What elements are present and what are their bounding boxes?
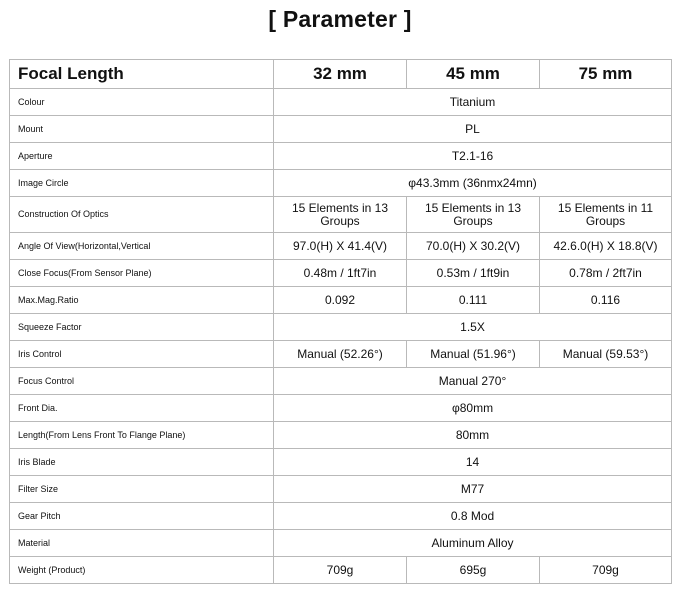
row-value-32mm: 0.092 — [274, 287, 407, 314]
row-label: Close Focus(From Sensor Plane) — [10, 260, 274, 287]
row-label: Mount — [10, 116, 274, 143]
row-value-45mm: 15 Elements in 13 Groups — [407, 197, 540, 233]
table-row-filter-size — [10, 476, 672, 503]
table-row-colour — [10, 89, 672, 116]
table-row-angle-of-view — [10, 233, 672, 260]
row-label: Gear Pitch — [10, 503, 274, 530]
row-value-32mm: 0.48m / 1ft7in — [274, 260, 407, 287]
model-header-32mm: 32 mm — [274, 60, 407, 89]
page-title: [ Parameter ] — [268, 6, 412, 32]
model-header-75mm: 75 mm — [540, 60, 672, 89]
row-label: Colour — [10, 89, 274, 116]
table-row-max-mag-ratio — [10, 287, 672, 314]
row-value-32mm: 15 Elements in 13 Groups — [274, 197, 407, 233]
row-value-32mm: Manual (52.26°) — [274, 341, 407, 368]
table-header-row — [10, 60, 672, 89]
row-label: Filter Size — [10, 476, 274, 503]
table-row-material — [10, 530, 672, 557]
row-value-shared: T2.1-16 — [274, 143, 672, 170]
row-label: Aperture — [10, 143, 274, 170]
table-row-focus-control — [10, 368, 672, 395]
row-value-75mm: 709g — [540, 557, 672, 584]
table-row-front-dia — [10, 395, 672, 422]
row-label: Iris Blade — [10, 449, 274, 476]
row-value-32mm: 709g — [274, 557, 407, 584]
row-label: Weight (Product) — [10, 557, 274, 584]
row-label: Material — [10, 530, 274, 557]
row-value-45mm: 695g — [407, 557, 540, 584]
row-value-32mm: 97.0(H) X 41.4(V) — [274, 233, 407, 260]
table-row-mount — [10, 116, 672, 143]
table-row-iris-blade — [10, 449, 672, 476]
row-value-45mm: 0.53m / 1ft9in — [407, 260, 540, 287]
row-value-shared: PL — [274, 116, 672, 143]
row-value-shared: 80mm — [274, 422, 672, 449]
row-value-45mm: 70.0(H) X 30.2(V) — [407, 233, 540, 260]
table-row-iris-control — [10, 341, 672, 368]
row-value-75mm: 0.116 — [540, 287, 672, 314]
row-value-shared: 14 — [274, 449, 672, 476]
row-value-shared: 1.5X — [274, 314, 672, 341]
parameter-table — [9, 59, 672, 584]
row-value-shared: φ80mm — [274, 395, 672, 422]
focal-length-header: Focal Length — [10, 60, 274, 89]
table-row-aperture — [10, 143, 672, 170]
row-value-shared: 0.8 Mod — [274, 503, 672, 530]
row-value-45mm: Manual (51.96°) — [407, 341, 540, 368]
row-label: Squeeze Factor — [10, 314, 274, 341]
row-value-75mm: 0.78m / 2ft7in — [540, 260, 672, 287]
row-label: Construction Of Optics — [10, 197, 274, 233]
row-label: Image Circle — [10, 170, 274, 197]
row-value-45mm: 0.111 — [407, 287, 540, 314]
row-value-shared: Titanium — [274, 89, 672, 116]
row-label: Max.Mag.Ratio — [10, 287, 274, 314]
model-header-45mm: 45 mm — [407, 60, 540, 89]
row-label: Length(From Lens Front To Flange Plane) — [10, 422, 274, 449]
row-value-shared: Manual 270° — [274, 368, 672, 395]
table-row-weight — [10, 557, 672, 584]
row-value-shared: φ43.3mm (36nmx24mn) — [274, 170, 672, 197]
row-value-shared: M77 — [274, 476, 672, 503]
table-row-length — [10, 422, 672, 449]
table-row-image-circle — [10, 170, 672, 197]
row-label: Iris Control — [10, 341, 274, 368]
row-value-75mm: 42.6.0(H) X 18.8(V) — [540, 233, 672, 260]
row-value-75mm: 15 Elements in 11 Groups — [540, 197, 672, 233]
row-value-75mm: Manual (59.53°) — [540, 341, 672, 368]
table-row-construction-of-optics — [10, 197, 672, 233]
table-row-squeeze-factor — [10, 314, 672, 341]
row-label: Focus Control — [10, 368, 274, 395]
table-row-gear-pitch — [10, 503, 672, 530]
table-row-close-focus — [10, 260, 672, 287]
row-label: Angle Of View(Horizontal,Vertical — [10, 233, 274, 260]
row-label: Front Dia. — [10, 395, 274, 422]
row-value-shared: Aluminum Alloy — [274, 530, 672, 557]
